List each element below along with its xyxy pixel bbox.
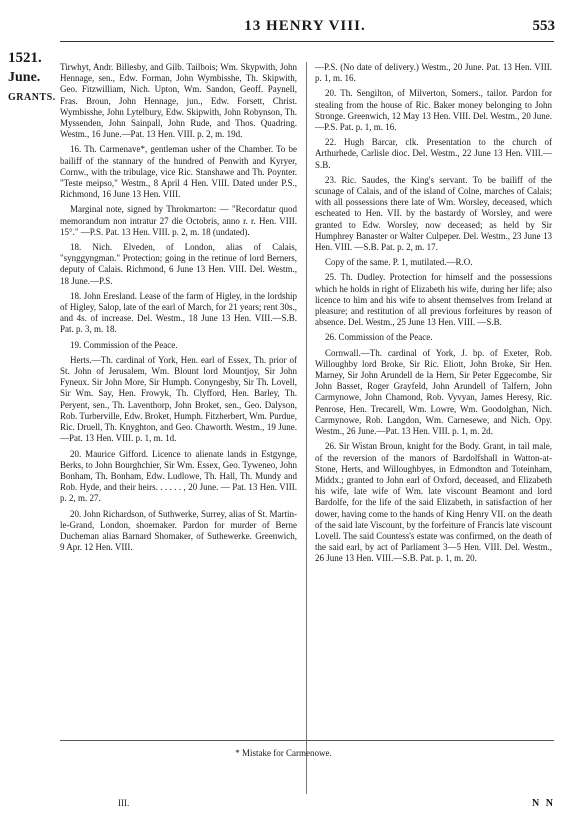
entry-20-richardson: 20. John Richardson, of Suthwerke, Surrey, alias of St. Martin-le-Grand, London, shoemaker. Pardon for murder of Berne Ducheman alias Barnard Shomaker, of Suthewerke. Greenwich, 9 Apr. 12 Hen. VIII.: [60, 508, 297, 553]
signature-mark-sheet: N N: [532, 798, 555, 809]
margin-section-label: GRANTS.: [8, 92, 56, 103]
footnote: * Mistake for Carmenowe.: [235, 748, 332, 758]
entry-marginal-note: Marginal note, signed by Throkmarton: — "Recordatur quod memorandum non intratur 27 die Octobris, anno r. r. Hen. VIII. 15°." —P.S. Pat. 13 Hen. VIII. p. 2, m. 18 (undated).: [60, 204, 297, 237]
entry-25-dudley: 25. Th. Dudley. Protection for himself and the possessions which he holds in right of Elizabeth his wife, during her life; also licence to him and his wife to absent themselves from Ireland at pleasure; and restitution of all previous forfeitures by reason of absence. Del. Westm., 25 June 13 Hen. VIII. —S.B.: [315, 272, 552, 328]
entry-26-commission-heading: 26. Commission of the Peace.: [325, 332, 433, 343]
right-column: [315, 62, 552, 569]
entry-18-eresland: 18. John Eresland. Lease of the farm of Higley, in the lordship of Higley, Salop, late of the earl of March, for 21 years; rent 30s., and 4s. of increase. Del. Westm., 18 June 13 Hen. VIII.—S.B. Pat. p. 3, m. 18.: [60, 290, 297, 335]
signature-mark-volume: III.: [118, 798, 130, 808]
header-rule: [60, 41, 554, 42]
entry-20-gifford: 20. Maurice Gifford. Licence to alienate lands in Estgynge, Berks, to John Bourghchier, Sir Wm. Essex, Geo. Tyweneo, John Bonham, Th. Bonham, Edw. Ludlowe, Th. Hall, Th. Mundy and Rob. Hyde, and their heirs. . . . . . , 20 June. — Pat. 13 Hen. VIII. p. 2, m. 27.: [60, 448, 297, 504]
margin-month: June.: [8, 70, 41, 85]
entry-23-saudes: 23. Ric. Saudes, the King's servant. To be bailiff of the scunage of Calais, and of the island of Colne, marches of Calais; with all possessions there late of Wm. Worsley, deceased, which escheated to Hen. VII. by the bastardy of Worsley, and were granted to Edw. Worsley, now deceased; as held by Sir Humphrey Banaster or Walter Culpeper. Del. Westm., 23 June 13 Hen. VIII. —S.B. Pat. p. 2, m. 17.: [315, 174, 552, 253]
left-column: [60, 62, 297, 557]
page-number: 553: [532, 18, 555, 34]
entry-19-herts: Herts.—Th. cardinal of York, Hen. earl of Essex, Th. prior of St. John of Jerusalem, Wm. Blount lord Mountjoy, Sir John Fyneux. Sir John More, Sir Humph. Conyngesby, Sir Th. Lovell, Sir Wm. Say, Hen. Frowyk, Th. Clyfford, Hen. Barley, Th. Peryent, sen., Th. Laventhorp, John Broket, sen., Geo. Dalyson, Rob. Turberville, Edw. Broket, Humph. Fitzherbert, Wm. Purdue, Ric. Druell, Th. Knyghton, and Geo. Chaworth. Westm., 19 June.—Pat. 13 Hen. VIII. p. 1, m. 1d.: [60, 354, 297, 444]
entry-continuation-right: —P.S. (No date of delivery.) Westm., 20 June. Pat. 13 Hen. VIII. p. 1, m. 16.: [315, 62, 552, 84]
entry-copy-note: Copy of the same. P. 1, mutilated.—R.O.: [325, 257, 473, 268]
column-divider: [306, 62, 307, 794]
entry-22-barcar: 22. Hugh Barcar, clk. Presentation to the church of Arthurhede, Carlisle dioc. Del. Westm., 22 June 13 Hen. VIII.—S.B.: [315, 137, 552, 170]
entry-20-sengilton: 20. Th. Sengilton, of Milverton, Somers., tailor. Pardon for stealing from the house of Ric. Baker money belonging to John Stronge. Greenwich, 12 May 13 Hen. VIII. Del. Westm., 20 June.—P.S. Pat. p. 1, m. 16.: [315, 88, 552, 133]
entry-19-commission-heading: 19. Commission of the Peace.: [70, 339, 178, 350]
entry-18-elveden: 18. Nich. Elveden, of London, alias of Calais, "synggyngman." Protection; going in the retinue of lord Berners, deputy of Calais. Richmond, 6 June 13 Hen. VIII. Del. Westm., 18 June.—P.S.: [60, 242, 297, 286]
footnote-rule: [60, 740, 554, 741]
entry-26-cornwall: Cornwall.—Th. cardinal of York, J. bp. of Exeter, Rob. Willoughby lord Broke, Sir Ric. Eliott, John Broke, Sir Hen. Marney, Sir John Arundell de la Hern, Sir Peter Eggecombe, Sir John Basset, Roger Grayfeld, John Arundell of Talfern, John Carmynowe, John Chamond, Rob. Vyvyan, James Heresy, Ric. Penrose, Hen. Trecarell, Wm. Lowre, Wm. Goodolghan, Nich. Carmynowe, Rob. Langdon, Wm. Carnesewe, and Nich. Opy. Westm., 26 June.—Pat. 13 Hen. VIII. p. 1, m. 2d.: [315, 347, 552, 437]
margin-year: 1521.: [8, 50, 42, 66]
entry-26-broun: 26. Sir Wistan Broun, knight for the Body. Grant, in tail male, of the reversion of the manors of Bardolfshall in Watton-at-Stone, Herts, and Willoughbyes, in Edmondton and Toteinham, Middx.; granted to John earl of Oxford, deceased, and Elizabeth his wife, late wife of Wm. late viscount Beamont and lord Bardolfe, for the life of the said Elizabeth, in satisfaction of her dower, having come to the hands of King Henry VII. on the death of the said late Viscount, by the forfeiture of Francis late viscount Lovell. The said Countess's estate was confirmed, on the death of the said earl, by act of Parliament 3—5 Hen. VIII. Del. Westm., 26 June 13 Hen. VIII.—S.B. Pat. p. 1, m. 20.: [315, 441, 552, 564]
running-head: 13 HENRY VIII.: [244, 18, 366, 34]
entry-continuation: Tirwhyt, Andr. Billesby, and Gilb. Tailbois; Wm. Skypwith, John Hennage, sen., Edw. Forman, John Wymbisshe, Th. Skipwith, Geo. Fitzwilliam, Nich. Upton, Wm. Sandon, Geoff. Paynell, Fras. Broun, John Hennage, jun., Edw. Forsett, Christ. Wymbisshe, John Lytelbury, Edw. Skipwith, John Robynson, Th. Myssenden, John Sainpall, John Rude, and Thos. Quadring. Westm., 16 June.—Pat. 13 Hen. VIII. p. 2, m. 19d.: [60, 62, 297, 140]
entry-16-carmenave: 16. Th. Carmenave*, gentleman usher of the Chamber. To be bailiff of the stannary of the hundred of Penwith and Kyryer, Cornw., with the tribulage, vice Ric. Stanshawe and Th. Poynter. "Teste meipso," Westm., 8 April 4 Hen. VIII. Dated under P.S., Richmond, 16 June 13 Hen. VIII.: [60, 144, 297, 200]
